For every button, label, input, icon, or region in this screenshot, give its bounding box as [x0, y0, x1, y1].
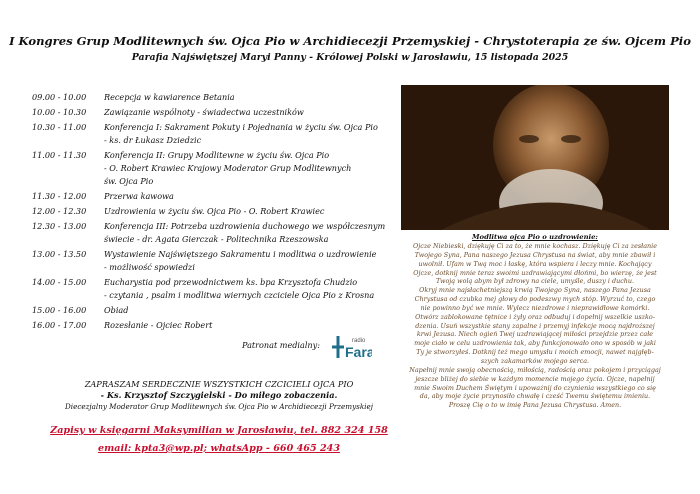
patron-label: Patronat medialny: — [242, 340, 320, 350]
schedule-time: 10.00 - 10.30 — [32, 107, 87, 117]
prayer-line: Twoją wolą abym był zdrowy na ciele, umyśle, duszy i duchu. — [435, 277, 635, 286]
invitation-line-1: ZAPRASZAM SERDECZNIE WSZYSTKICH CZCICIELI OJCA PIO — [84, 379, 354, 389]
schedule-time: 11.30 - 12.00 — [32, 191, 87, 201]
schedule-list — [32, 91, 388, 332]
schedule-time — [32, 261, 104, 274]
schedule-desc: - ks. dr Łukasz Dziedzic — [104, 135, 202, 145]
saint-pio-portrait-icon — [401, 85, 669, 230]
schedule-time — [32, 134, 104, 147]
invitation-block — [40, 379, 398, 412]
schedule-row — [32, 134, 388, 147]
prayer-line: Chrystusa od czubka mej głowy do podeszwy mych stóp. Wyrzuć to, czego — [414, 295, 656, 304]
schedule-row — [32, 276, 388, 289]
logo-small-text: radio — [352, 338, 366, 344]
schedule-row — [32, 162, 388, 175]
prayer-line: Ojcze Niebieski, dziękuję Ci za to, że mnie kochasz. Dziękuję Ci za zesłanie — [413, 242, 657, 250]
schedule-time: 13.00 - 13.50 — [32, 249, 87, 259]
cross-icon — [332, 336, 344, 358]
prayer-line: mnie Swoim Duchem Świętym i upoważnij do czynienia wszystkiego co się — [414, 383, 656, 392]
schedule-desc: Uzdrowienia w życiu św. Ojca Pio - O. Robert Krawiec — [104, 206, 325, 216]
schedule-time — [32, 233, 104, 246]
schedule-time: 12.00 - 12.30 — [32, 206, 87, 216]
schedule-desc: Konferencja III: Potrzeba uzdrowienia duchowego we współczesnym — [104, 221, 386, 231]
document-subtitle: Parafia Najświętszej Maryi Panny - Królowej Polski w Jarosławiu, 15 listopada 2025 — [131, 52, 569, 63]
prayer-line: uwolnił. Ufam w Twą moc i łaskę, która wspiera i leczy mnie. Kochający — [418, 259, 652, 268]
schedule-time — [32, 289, 104, 302]
schedule-desc: Rozesłanie - Ojciec Robert — [104, 320, 213, 330]
schedule-row — [32, 175, 388, 188]
prayer-line: Ojcze, dotknij mnie teraz swoimi uzdrawiającymi dłońmi, bo wierzę, że jest — [413, 268, 657, 277]
schedule-time: 15.00 - 16.00 — [32, 305, 87, 315]
schedule-row — [32, 91, 388, 104]
document-title: I Kongres Grup Modlitewnych św. Ojca Pio w Archidiecezji Przemyskiej - Chrystoterapia ze św. Ojcem Pio — [9, 34, 691, 48]
prayer-line: Otwórz zablokowane tętnice i żyły oraz odbuduj i dopełnij wszelkie uszko- — [415, 312, 655, 321]
prayer-line: krwi Jezusa. Niech ogień Twej uzdrawiającej miłości przejdzie przez całe — [416, 330, 654, 339]
schedule-time: 11.00 - 11.30 — [32, 150, 87, 160]
prayer-line: Ty je stworzyłeś. Dotknij też mego umysłu i moich emocji, nawet najgłęb- — [416, 348, 654, 357]
schedule-desc: Konferencja I: Sakrament Pokuty i Pojednania w życiu św. Ojca Pio — [104, 122, 378, 132]
prayer-line: Proszę Cię o to w imię Pana Jezusa Chrystusa. Amen. — [448, 401, 622, 410]
schedule-row — [32, 261, 388, 274]
registration-info: Zapisy w księgarni Maksymilian w Jarosławiu, tel. 882 324 158 — [50, 425, 388, 436]
prayer-line: Napełnij mnie swoją obecnością, miłością, radością oraz pokojem i przyciągaj — [409, 365, 661, 374]
schedule-row — [32, 121, 388, 134]
schedule-row — [32, 233, 388, 246]
schedule-row — [32, 149, 388, 162]
schedule-desc: Przerwa kawowa — [104, 191, 174, 201]
schedule-row — [32, 190, 388, 203]
schedule-time: 16.00 - 17.00 — [32, 320, 87, 330]
schedule-desc: Eucharystia pod przewodnictwem ks. bpa Krzysztofa Chudzio — [104, 277, 358, 287]
logo-big-text: Fara — [345, 344, 372, 360]
schedule-desc: - możliwość spowiedzi — [104, 262, 195, 272]
prayer-line: Okryj mnie najsłachetniejszą krwią Twojego Syna, naszego Pana Jezusa — [419, 286, 651, 295]
schedule-desc: Obiad — [104, 305, 129, 315]
prayer-line: jeszcze bliżej do siebie w każdym momencie mojego życia. Ojcze, napełnij — [415, 374, 655, 383]
schedule-desc: - O. Robert Krawiec Krajowy Moderator Grup Modlitewnych — [104, 163, 352, 173]
prayer-line: da, aby moje życie przynosiło chwałę i cześć Twemu świętemu imieniu. — [419, 392, 651, 401]
prayer-line: moje ciało w celu uzdrowienia tak, aby funkcjonowało ono w sposób w jaki — [414, 339, 656, 348]
schedule-desc: św. Ojca Pio — [104, 176, 154, 186]
schedule-row — [32, 304, 388, 317]
invitation-line-3: Diecezjalny Moderator Grup Modlitewnych św. Ojca Pio w Archidiecezji Przemyskiej — [65, 402, 373, 411]
radio-fara-logo-icon — [330, 330, 372, 364]
schedule-row — [32, 248, 388, 261]
schedule-time — [32, 162, 104, 175]
prayer-line: szych zakamarków mojego serca. — [480, 356, 590, 365]
schedule-time: 12.30 - 13.00 — [32, 221, 87, 231]
schedule-time: 14.00 - 15.00 — [32, 277, 87, 287]
schedule-desc: Zawiązanie wspólnoty - świadectwa uczestników — [104, 107, 304, 117]
schedule-time — [32, 175, 104, 188]
schedule-desc: Wystawienie Najświętszego Sakramentu i modlitwa o uzdrowienie — [104, 249, 377, 259]
schedule-time: 09.00 - 10.00 — [32, 92, 87, 102]
prayer-line: dzenia. Usuń wszystkie stany zapalne i przemyj infekcje mocą najdroższej — [415, 321, 655, 330]
schedule-desc: Konferencja II: Grupy Modlitewne w życiu św. Ojca Pio — [104, 150, 330, 160]
schedule-row — [32, 205, 388, 218]
schedule-time: 10.30 - 11.00 — [32, 122, 87, 132]
schedule-row — [32, 220, 388, 233]
prayer-line: nie powinno być we mnie. Wylecz niezdrowe i nieprawidłowe komórki. — [420, 303, 650, 312]
schedule-row — [32, 289, 388, 302]
invitation-line-2: - Ks. Krzysztof Szczygielski - Do miłego zobaczenia. — [100, 390, 338, 400]
schedule-row — [32, 106, 388, 119]
prayer-line: Twojego Syna, Pana naszego Jezusa Chrystusa na świat, aby mnie zbawił i — [414, 250, 656, 259]
contact-info: email: kpta3@wp.pl; whatsApp - 660 465 243 — [97, 443, 341, 454]
prayer-text — [404, 242, 666, 410]
schedule-desc: - czytania , psalm i modlitwa wiernych czciciele Ojca Pio z Krosna — [104, 290, 375, 300]
prayer-heading: Modlitwa ojca Pio o uzdrowienie: — [472, 233, 598, 241]
schedule-desc: Recepcja w kawiarence Betania — [104, 92, 235, 102]
schedule-desc: świecie - dr. Agata Gierczak - Politechnika Rzeszowska — [104, 234, 329, 244]
